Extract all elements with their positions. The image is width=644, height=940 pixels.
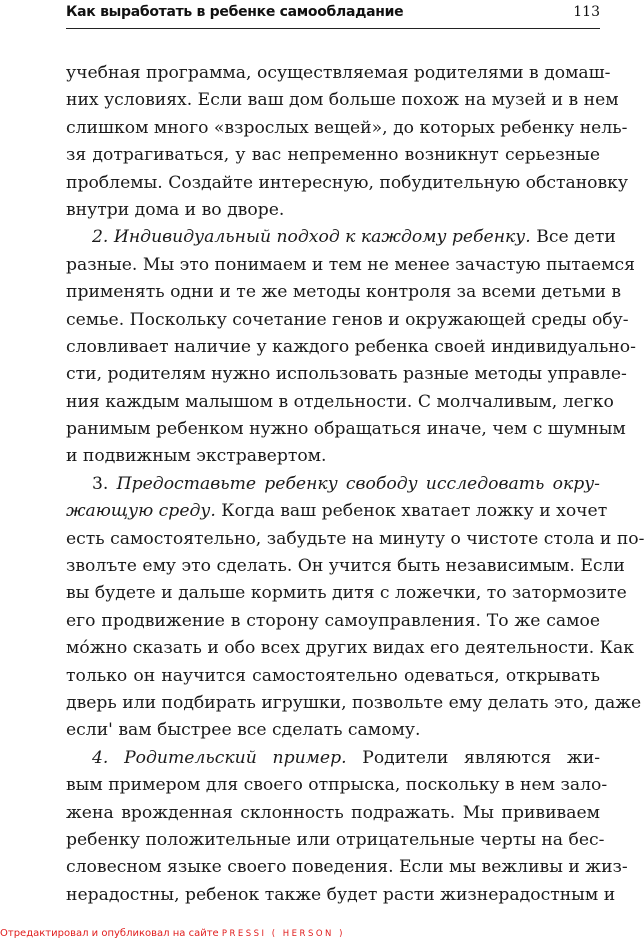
text-line: семье. Поскольку сочетание генов и окружающей среды обу-	[66, 309, 629, 330]
watermark-text: Отредактировал и опубликовал на сайте	[0, 928, 219, 939]
running-title: Как выработать в ребенке самообладание	[66, 4, 404, 20]
text-line: вы будете и дальше кормить дитя с ложечки, то затормозите	[66, 583, 627, 604]
text-line	[66, 745, 600, 772]
text-line: зя дотрагиваться, у вас непременно возникнут серьезные	[66, 145, 600, 166]
text-segment: Когда ваш ребенок хватает ложку и хочет	[221, 501, 608, 522]
text-line: вым примером для своего отпрыска, поскольку в нем зало-	[66, 775, 608, 796]
text-line: только он научится самостоятельно одеваться, открывать	[66, 665, 600, 686]
watermark-brand: PRESSI ( HERSON )	[221, 929, 345, 939]
point-number: 3.	[92, 473, 109, 494]
text-line: сти, родителям нужно использовать разные методы управле-	[66, 364, 627, 385]
text-line: словливает наличие у каждого ребенка своей индивидуально-	[66, 336, 636, 357]
paragraph-2	[66, 224, 636, 471]
text-line: дверь или подбирать игрушки, позвольте ему делать это, даже	[66, 692, 642, 713]
watermark	[0, 928, 345, 939]
text-line: разные. Мы это понимаем и тем не менее зачастую пытаемся	[66, 254, 636, 275]
text-line	[66, 471, 600, 498]
running-header	[66, 2, 600, 29]
text-line: учебная программа, осуществляемая родителями в домаш-	[66, 63, 611, 83]
text-line: проблемы. Создайте интересную, побудительную обстановку	[66, 172, 629, 193]
text-line: них условиях. Если ваш дом больше похож на музей и в нем	[66, 90, 619, 111]
text-segment: Все дети	[536, 227, 616, 248]
text-line: зволъте ему это сделать. Он учится быть независимым. Если	[66, 556, 625, 577]
point-title: 4. Родительский пример.	[92, 747, 347, 768]
paragraph-3	[66, 471, 644, 745]
text-line: ранимым ребенком нужно обращаться иначе, чем с шумным	[66, 419, 626, 440]
text-line: жена врожденная склонность подражать. Мы прививаем	[66, 802, 600, 823]
point-title: жающую среду.	[66, 501, 216, 522]
text-segment: Родители являются жи-	[362, 747, 600, 768]
text-line: нерадостны, ребенок также будет расти жизнерадостным и	[66, 884, 616, 905]
text-line: внутри дома и во дворе.	[66, 199, 285, 220]
text-line: и подвижным экстравертом.	[66, 446, 327, 467]
text-line: слишком много «взрослых вещей», до которых ребенку нель-	[66, 117, 628, 138]
text-line: применять одни и те же методы контроля за всеми детьми в	[66, 282, 622, 303]
point-title: 2. Индивидуальный подход к каждому ребенку.	[92, 227, 531, 248]
text-line	[66, 498, 608, 525]
paragraph-1	[66, 60, 629, 224]
text-line: если' вам быстрее все сделать самому.	[66, 720, 421, 741]
point-title: Предоставьте ребенку свободу исследовать окру-	[116, 473, 600, 494]
text-line: ребенку положительные или отрицательные черты на бес-	[66, 829, 605, 850]
page-number: 113	[573, 4, 600, 20]
text-line: ния каждым малышом в отдельности. С молчаливым, легко	[66, 391, 614, 412]
text-line: мо́жно сказать и обо всех других видах его деятельности. Как	[66, 638, 635, 659]
text-line: словесном языке своего поведения. Если мы вежливы и жиз-	[66, 857, 628, 878]
page-body	[66, 60, 644, 909]
text-line	[66, 224, 616, 251]
text-line: его продвижение в сторону самоуправления. То же самое	[66, 610, 600, 631]
text-line: есть самостоятельно, забудьте на минуту о чистоте стола и по-	[66, 528, 644, 549]
paragraph-4	[66, 745, 628, 909]
